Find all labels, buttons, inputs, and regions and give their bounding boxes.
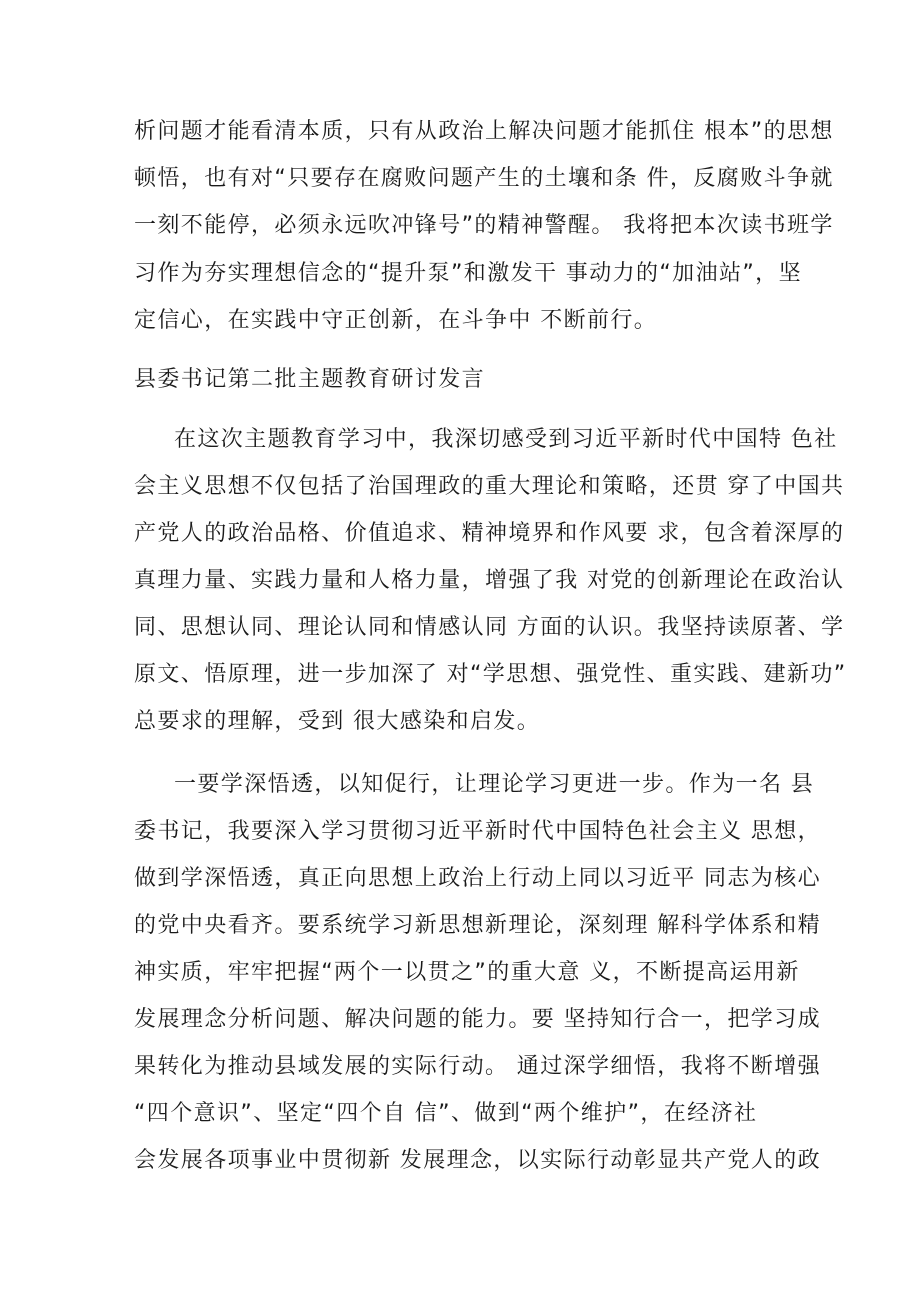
text-line: 真理力量、实践力量和人格力量，增强了我 对党的创新理论在政治认 [134, 568, 845, 593]
text-line: 的党中央看齐。要系统学习新思想新理论，深刻理 解科学体系和精 [134, 913, 821, 938]
text-line: 神实质，牢牢把握“两个一以贯之”的重大意 义，不断提高运用新 [134, 960, 800, 985]
text-line: 会主义思想不仅包括了治国理政的重大理论和策略，还贯 穿了中国共 [134, 474, 845, 499]
text-line: 同、思想认同、理论认同和情感认同 方面的认识。我坚持读原著、学 [134, 615, 845, 640]
text-line: 在这次主题教育学习中，我深切感受到习近平新时代中国特 色社 [174, 427, 838, 452]
text-line: 发展理念分析问题、解决问题的能力。要 坚持知行合一，把学习成 [134, 1007, 821, 1032]
text-line: 习作为夯实理想信念的“提升泵”和激发干 事动力的“加油站”，坚 [134, 261, 802, 286]
text-line: 会发展各项事业中贯彻新 发展理念，以实际行动彰显共产党人的政 [134, 1148, 821, 1173]
text-line: 原文、悟原理，进一步加深了 对“学思想、强党性、重实践、建新功” [134, 662, 847, 687]
text-line: 定信心，在实践中守正创新，在斗争中 不断前行。 [134, 308, 658, 333]
text-line: 顿悟，也有对“只要存在腐败问题产生的土壤和条 件，反腐败斗争就 [134, 166, 834, 191]
text-line: 做到学深悟透，真正向思想上政治上行动上同以习近平 同志为核心 [134, 866, 821, 891]
text-line: 委书记，我要深入学习贯彻习近平新时代中国特色社会主义 思想， [134, 819, 821, 844]
text-line: 总要求的理解，受到 很大感染和启发。 [134, 709, 541, 734]
text-line: 产党人的政治品格、价值追求、精神境界和作风要 求，包含着深厚的 [134, 521, 845, 546]
text-line: “四个意识”、坚定“四个自 信”、做到“两个维护”，在经济社 [134, 1101, 758, 1126]
text-line: 果转化为推动县域发展的实际行动。 通过深学细悟，我将不断增强 [134, 1054, 821, 1079]
text-line: 一要学深悟透，以知促行，让理论学习更进一步。作为一名 县 [174, 772, 815, 797]
text-line: 析问题才能看清本质，只有从政治上解决问题才能抓住 根本”的思想 [134, 119, 834, 144]
text-line: 一刻不能停，必须永远吹冲锋号”的精神警醒。 我将把本次读书班学 [134, 213, 834, 238]
section-heading: 县委书记第二批主题教育研讨发言 [134, 367, 486, 392]
